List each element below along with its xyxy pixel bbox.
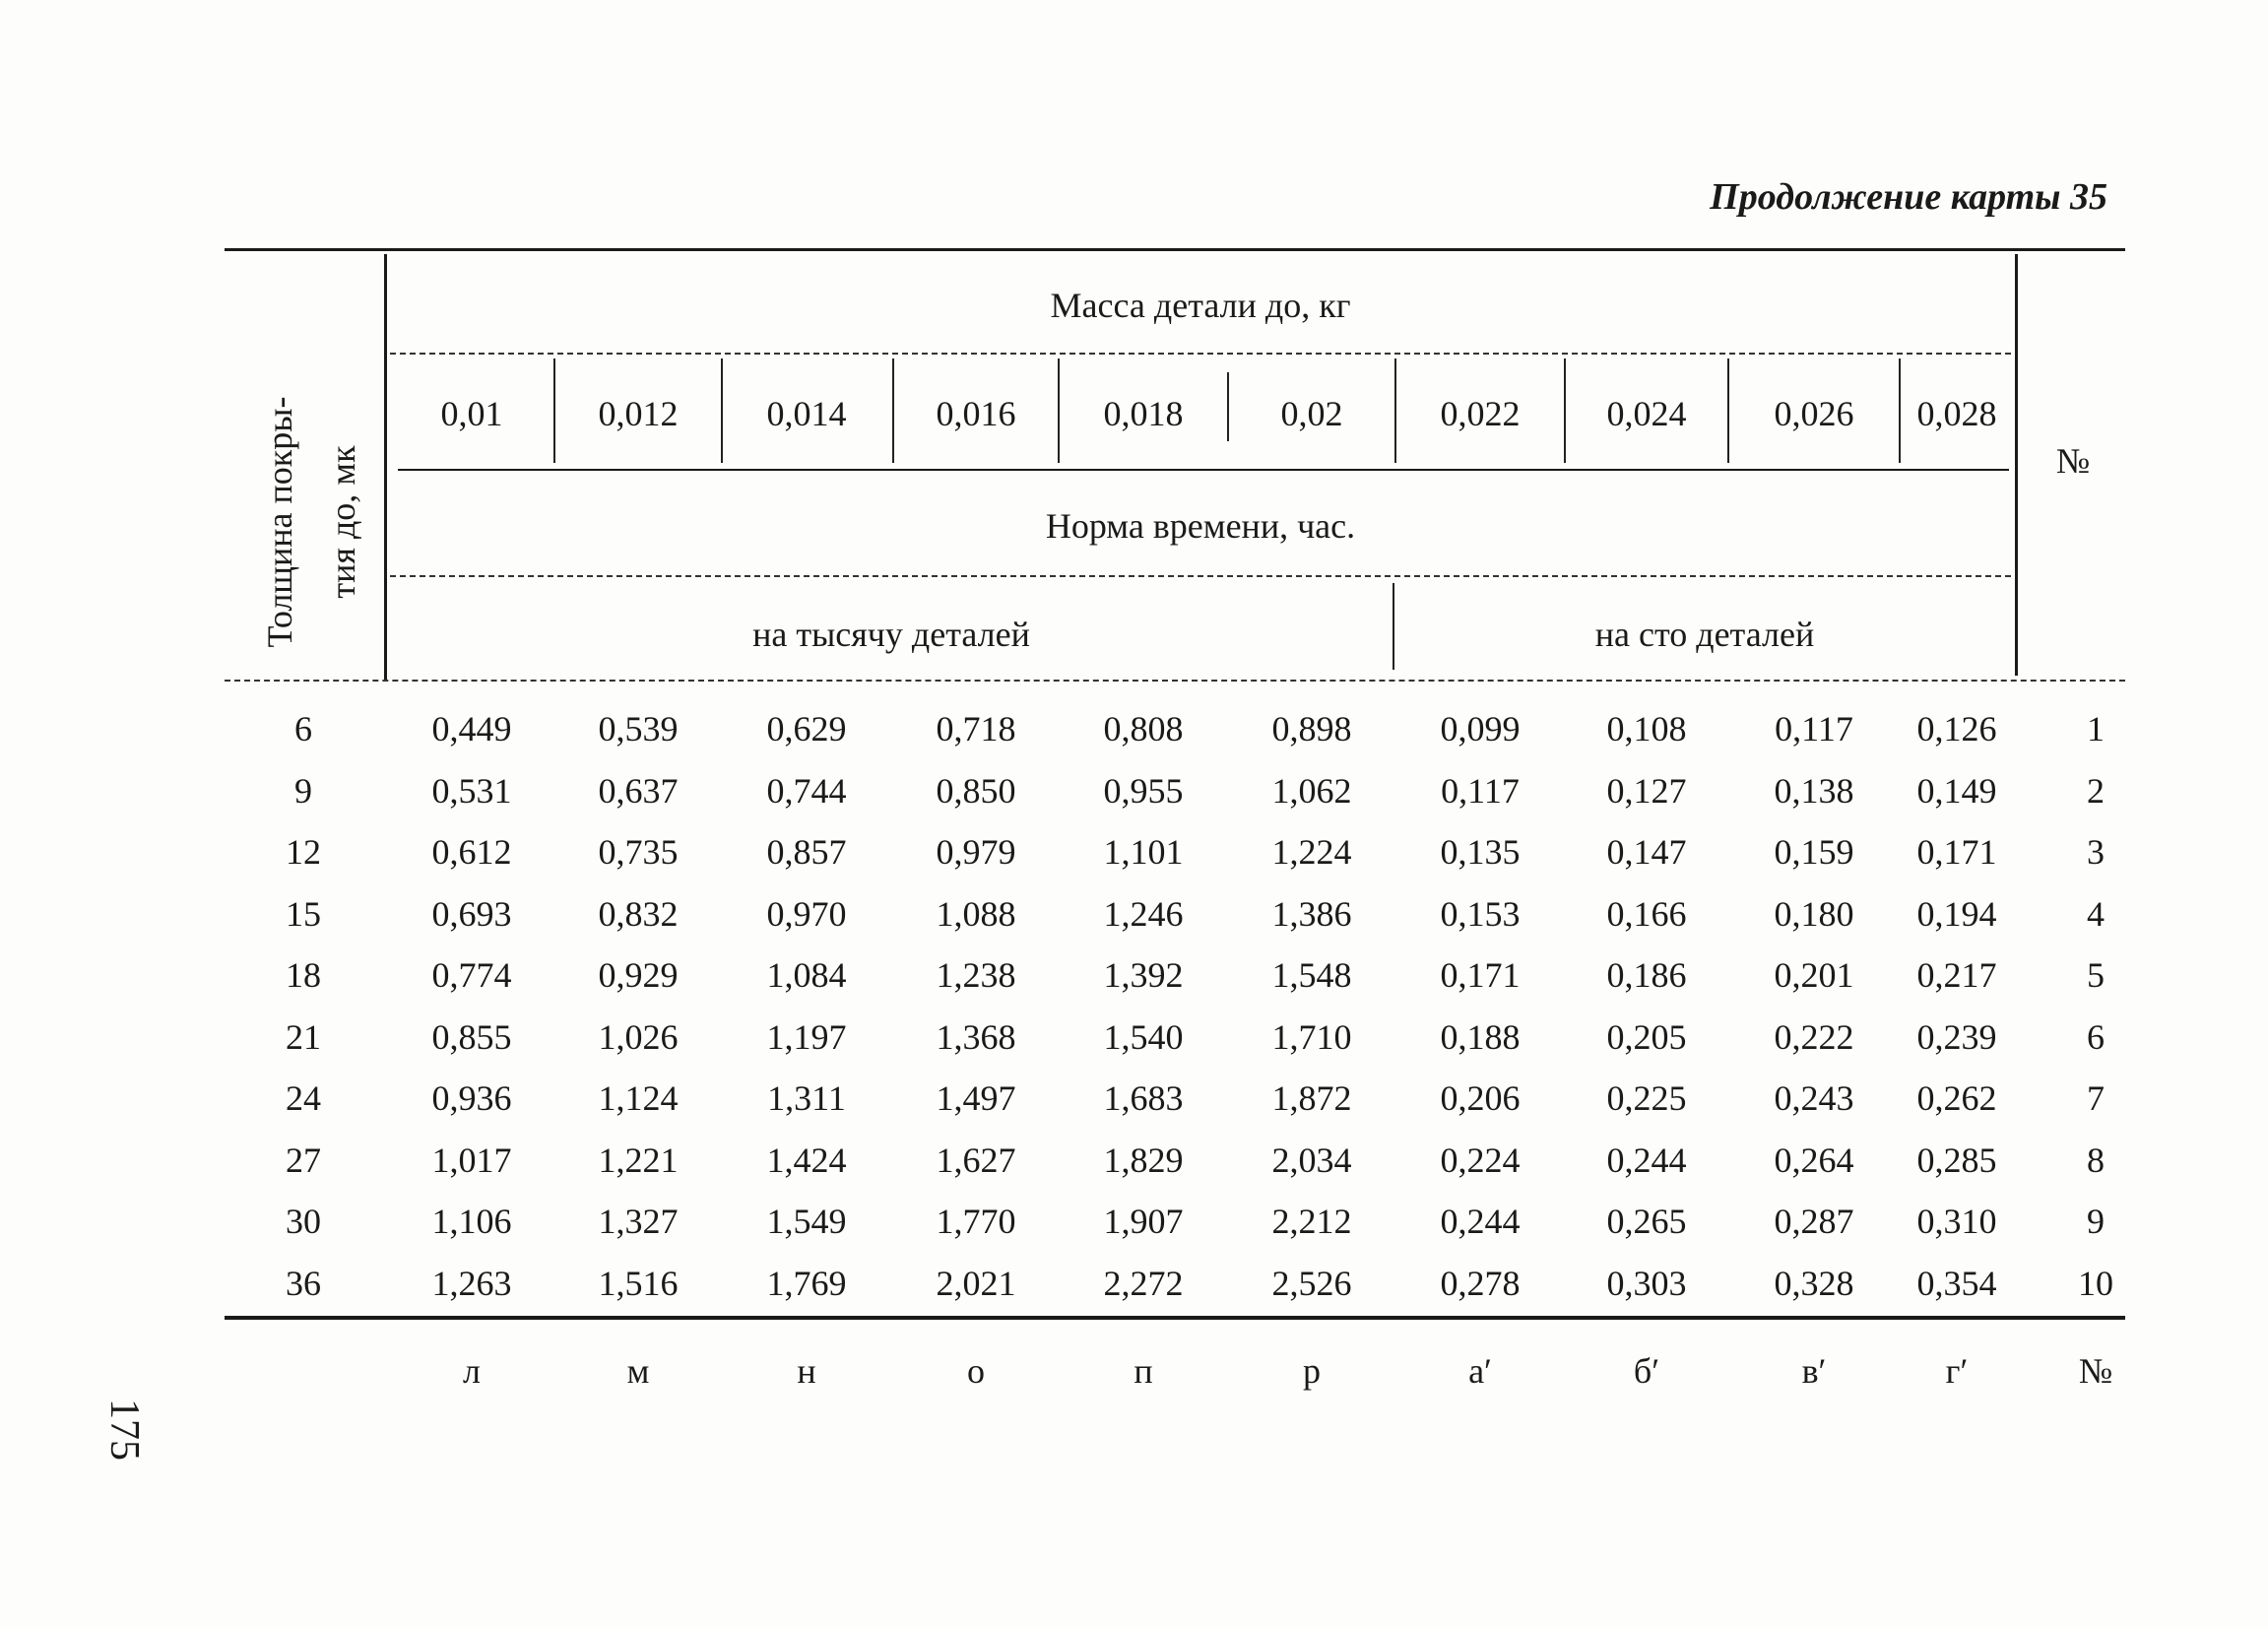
row-number: 2 xyxy=(2087,771,2105,811)
table-cell: 0,265 xyxy=(1606,1202,1687,1241)
table-cell: 1,084 xyxy=(766,955,847,995)
table-cell: 1,710 xyxy=(1271,1017,1352,1057)
table-cell: 1,548 xyxy=(1271,955,1352,995)
table-cell: 0,970 xyxy=(766,894,847,934)
table-cell: 0,898 xyxy=(1271,709,1352,749)
mass-divider-6 xyxy=(1394,358,1396,463)
table-cell: 1,424 xyxy=(766,1140,847,1180)
table-cell: 0,180 xyxy=(1774,894,1854,934)
table-cell: 0,149 xyxy=(1916,771,1997,811)
row-header-line-2: тия до, мк xyxy=(323,445,362,599)
table-cell: 1,224 xyxy=(1271,832,1352,872)
column-letter: р xyxy=(1303,1351,1321,1391)
row-thickness: 27 xyxy=(286,1140,321,1180)
mass-divider-2 xyxy=(721,358,723,463)
row-number: 6 xyxy=(2087,1017,2105,1057)
column-letter: п xyxy=(1134,1351,1153,1391)
table-cell: 0,693 xyxy=(431,894,512,934)
bottom-rule xyxy=(225,1316,2125,1320)
table-cell: 0,217 xyxy=(1916,955,1997,995)
table-cell: 0,979 xyxy=(936,832,1016,872)
table-cell: 0,612 xyxy=(431,832,512,872)
table-cell: 1,386 xyxy=(1271,894,1352,934)
table-cell: 1,026 xyxy=(598,1017,679,1057)
no-column-divider xyxy=(2015,254,2018,676)
table-cell: 2,034 xyxy=(1271,1140,1352,1180)
mass-value: 0,014 xyxy=(766,394,847,433)
mass-divider-9 xyxy=(1899,358,1901,463)
table-cell: 1,627 xyxy=(936,1140,1016,1180)
table-cell: 0,244 xyxy=(1440,1202,1521,1241)
table-cell: 1,062 xyxy=(1271,771,1352,811)
group-divider xyxy=(1393,583,1394,670)
table-cell: 1,246 xyxy=(1103,894,1184,934)
table-cell: 1,907 xyxy=(1103,1202,1184,1241)
table-cell: 0,244 xyxy=(1606,1140,1687,1180)
table-cell: 0,171 xyxy=(1916,832,1997,872)
table-cell: 1,872 xyxy=(1271,1078,1352,1118)
table-cell: 0,224 xyxy=(1440,1140,1521,1180)
table-cell: 0,264 xyxy=(1774,1140,1854,1180)
row-thickness: 15 xyxy=(286,894,321,934)
table-cell: 0,744 xyxy=(766,771,847,811)
table-cell: 1,238 xyxy=(936,955,1016,995)
table-cell: 0,108 xyxy=(1606,709,1687,749)
table-cell: 1,368 xyxy=(936,1017,1016,1057)
group-right-header: на сто деталей xyxy=(1594,615,1815,654)
row-thickness: 6 xyxy=(294,709,312,749)
table-cell: 0,171 xyxy=(1440,955,1521,995)
table-cell: 0,159 xyxy=(1774,832,1854,872)
footer-no: № xyxy=(2078,1351,2113,1391)
mass-value: 0,012 xyxy=(598,394,679,433)
column-letter: м xyxy=(626,1351,650,1391)
row-thickness: 21 xyxy=(286,1017,321,1057)
table-cell: 0,099 xyxy=(1440,709,1521,749)
table-cell: 0,929 xyxy=(598,955,679,995)
table-cell: 0,850 xyxy=(936,771,1016,811)
norm-header-rule xyxy=(390,575,2011,577)
row-thickness: 12 xyxy=(286,832,321,872)
table-cell: 1,263 xyxy=(431,1264,512,1303)
mass-divider-8 xyxy=(1727,358,1729,463)
row-number: 4 xyxy=(2087,894,2105,934)
row-thickness: 24 xyxy=(286,1078,321,1118)
table-cell: 2,272 xyxy=(1103,1264,1184,1303)
row-thickness: 9 xyxy=(294,771,312,811)
header-bottom-rule xyxy=(225,680,2125,682)
mass-header: Масса детали до, кг xyxy=(1050,286,1351,325)
mass-divider-5 xyxy=(1227,372,1229,441)
table-cell: 0,328 xyxy=(1774,1264,1854,1303)
table-cell: 0,531 xyxy=(431,771,512,811)
table-cell: 1,124 xyxy=(598,1078,679,1118)
mass-value: 0,016 xyxy=(936,394,1016,433)
mass-value: 0,024 xyxy=(1606,394,1687,433)
mass-header-rule xyxy=(390,353,2011,355)
row-header-divider xyxy=(384,254,387,680)
table-cell: 0,206 xyxy=(1440,1078,1521,1118)
table-cell: 1,769 xyxy=(766,1264,847,1303)
table-cell: 0,117 xyxy=(1441,771,1520,811)
table-cell: 1,327 xyxy=(598,1202,679,1241)
table-cell: 0,201 xyxy=(1774,955,1854,995)
table-cell: 2,526 xyxy=(1271,1264,1352,1303)
column-letter: о xyxy=(967,1351,985,1391)
table-cell: 1,221 xyxy=(598,1140,679,1180)
row-header-line-1: Толщина покры- xyxy=(260,396,299,648)
top-rule xyxy=(225,248,2125,251)
row-number: 1 xyxy=(2087,709,2105,749)
row-number: 3 xyxy=(2087,832,2105,872)
table-cell: 1,106 xyxy=(431,1202,512,1241)
mass-divider-4 xyxy=(1058,358,1060,463)
table-cell: 0,186 xyxy=(1606,955,1687,995)
column-letter: л xyxy=(463,1351,481,1391)
table-cell: 0,303 xyxy=(1606,1264,1687,1303)
table-cell: 1,770 xyxy=(936,1202,1016,1241)
mass-value: 0,022 xyxy=(1440,394,1521,433)
table-cell: 0,147 xyxy=(1606,832,1687,872)
group-left-header: на тысячу деталей xyxy=(752,615,1030,654)
table-cell: 1,540 xyxy=(1103,1017,1184,1057)
table-cell: 0,153 xyxy=(1440,894,1521,934)
norm-header: Норма времени, час. xyxy=(1045,506,1356,546)
table-cell: 1,516 xyxy=(598,1264,679,1303)
table-cell: 0,855 xyxy=(431,1017,512,1057)
table-cell: 0,832 xyxy=(598,894,679,934)
table-cell: 0,188 xyxy=(1440,1017,1521,1057)
table-cell: 0,718 xyxy=(936,709,1016,749)
row-thickness: 30 xyxy=(286,1202,321,1241)
table-cell: 0,287 xyxy=(1774,1202,1854,1241)
page-number: 175 xyxy=(101,1399,147,1461)
table-cell: 0,539 xyxy=(598,709,679,749)
table-cell: 0,166 xyxy=(1606,894,1687,934)
row-number: 5 xyxy=(2087,955,2105,995)
column-letter: в′ xyxy=(1801,1351,1827,1391)
table-cell: 0,629 xyxy=(766,709,847,749)
table-cell: 0,637 xyxy=(598,771,679,811)
table-cell: 0,278 xyxy=(1440,1264,1521,1303)
column-letter: г′ xyxy=(1945,1351,1969,1391)
table-cell: 0,774 xyxy=(431,955,512,995)
table-cell: 0,239 xyxy=(1916,1017,1997,1057)
column-letter: б′ xyxy=(1633,1351,1660,1391)
row-number: 7 xyxy=(2087,1078,2105,1118)
table-cell: 1,683 xyxy=(1103,1078,1184,1118)
row-number: 10 xyxy=(2078,1264,2113,1303)
table-cell: 0,310 xyxy=(1916,1202,1997,1241)
mass-value: 0,018 xyxy=(1103,394,1184,433)
table-cell: 1,088 xyxy=(936,894,1016,934)
table-cell: 0,808 xyxy=(1103,709,1184,749)
no-header: № xyxy=(2055,441,2091,481)
table-cell: 0,126 xyxy=(1916,709,1997,749)
table-cell: 0,955 xyxy=(1103,771,1184,811)
table-cell: 2,021 xyxy=(936,1264,1016,1303)
page-header: Продолжение карты 35 xyxy=(1710,176,2107,218)
table-cell: 0,117 xyxy=(1775,709,1853,749)
table-cell: 0,194 xyxy=(1916,894,1997,934)
mass-divider-3 xyxy=(892,358,894,463)
row-thickness: 36 xyxy=(286,1264,321,1303)
table-cell: 0,735 xyxy=(598,832,679,872)
column-letter: а′ xyxy=(1468,1351,1492,1391)
mass-divider-7 xyxy=(1564,358,1566,463)
mass-value: 0,02 xyxy=(1280,394,1343,433)
table-cell: 0,243 xyxy=(1774,1078,1854,1118)
mass-value: 0,026 xyxy=(1774,394,1854,433)
table-cell: 0,354 xyxy=(1916,1264,1997,1303)
row-thickness: 18 xyxy=(286,955,321,995)
table-cell: 0,205 xyxy=(1606,1017,1687,1057)
table-cell: 0,138 xyxy=(1774,771,1854,811)
mass-value: 0,01 xyxy=(440,394,503,433)
table-cell: 0,285 xyxy=(1916,1140,1997,1180)
row-number: 8 xyxy=(2087,1140,2105,1180)
table-cell: 2,212 xyxy=(1271,1202,1352,1241)
table-cell: 1,497 xyxy=(936,1078,1016,1118)
table-cell: 1,197 xyxy=(766,1017,847,1057)
table-cell: 1,829 xyxy=(1103,1140,1184,1180)
table-cell: 1,311 xyxy=(767,1078,846,1118)
table-cell: 1,549 xyxy=(766,1202,847,1241)
mass-values-rule xyxy=(398,469,2009,471)
column-letter: н xyxy=(797,1351,816,1391)
table-cell: 0,449 xyxy=(431,709,512,749)
mass-value: 0,028 xyxy=(1916,394,1997,433)
table-cell: 0,262 xyxy=(1916,1078,1997,1118)
table-cell: 0,225 xyxy=(1606,1078,1687,1118)
table-cell: 1,017 xyxy=(431,1140,512,1180)
table-cell: 0,936 xyxy=(431,1078,512,1118)
table-cell: 0,857 xyxy=(766,832,847,872)
table-cell: 0,135 xyxy=(1440,832,1521,872)
row-number: 9 xyxy=(2087,1202,2105,1241)
mass-divider-1 xyxy=(553,358,555,463)
table-cell: 1,392 xyxy=(1103,955,1184,995)
table-cell: 0,127 xyxy=(1606,771,1687,811)
table-cell: 1,101 xyxy=(1103,832,1184,872)
table-cell: 0,222 xyxy=(1774,1017,1854,1057)
